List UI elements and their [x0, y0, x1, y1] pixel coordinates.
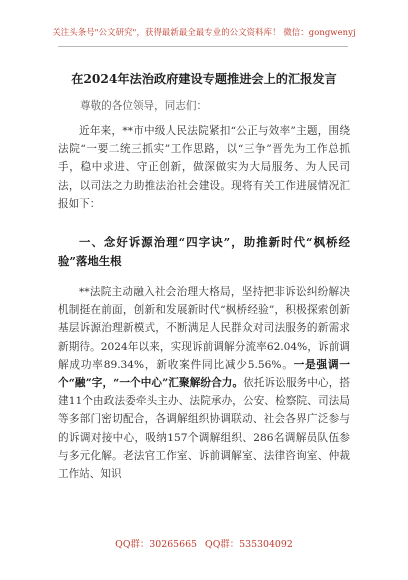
footer-qq-group-2: QQ群：535304092	[205, 539, 293, 550]
document-title: 在2024年法治政府建设专题推进会上的汇报发言	[71, 72, 337, 86]
section-heading-1: 一、念好诉源治理“四字诀”，助推新时代“枫桥经验”落地生根	[58, 235, 350, 268]
paragraph-section-1-end: 依托诉讼服务中心，搭建11个由政法委牵头主办、法院承办，公安、检察院、司法局等多部门密切配合，各调解组织协调联动、社会各界广泛参与的诉调对接中心，吸纳157个调解组织、286名调解员队伍参与多元化解。老法官工作室、诉前调解室、法律咨询室、仲裁工作站、知识	[58, 377, 351, 481]
paragraph-intro: 近年来，**市中级人民法院紧扣“公正与效率”主题，围绕法院“一要二统三抓实”工作思路，以“三争”晋先为工作总抓手，稳中求进、守正创新，做深做实为大局服务、为人民司法，以司法之力助推法治社会建设。现将有关工作进展情况汇报如下：	[58, 125, 350, 210]
footer-qq-group-1: QQ群：30265665	[115, 539, 198, 550]
header-divider	[58, 46, 348, 47]
header-banner: 关注头条号"公文研究"，获得最新最全最专业的公文资料库！ 微信：gongwenyj	[52, 27, 356, 37]
paragraph-section-1-bold: 一是强调一个“融”字，“一个中心”汇聚解纷合力。	[58, 358, 351, 390]
paragraph-section-1	[58, 283, 350, 483]
salutation: 尊敬的各位领导，同志们：	[80, 100, 208, 112]
paragraph-section-1-start: **法院主动融入社会治理大格局，坚持把非诉讼纠纷解决机制挺在前面，创新和发展新时代“枫桥经验”，积极探索创新基层诉源治理新模式，不断满足人民群众对司法服务的新需求新期待。2024年以来，实现诉前调解分流率62.04%，诉前调解成功率89.34%，新收案件同比减少5.56%。	[58, 286, 350, 371]
footer-contact	[0, 536, 408, 550]
